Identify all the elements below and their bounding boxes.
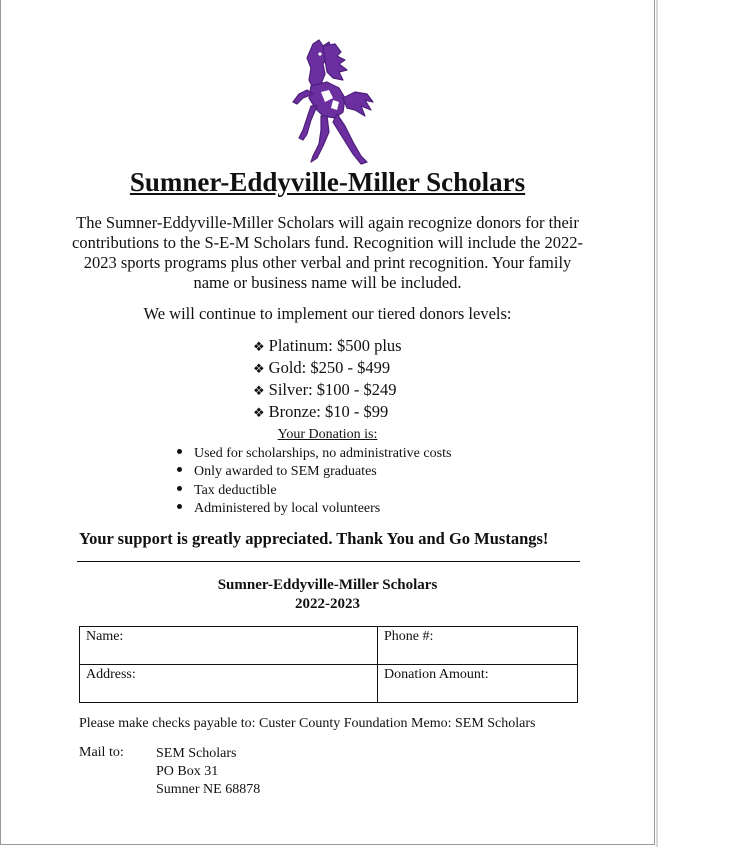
name-field[interactable] <box>80 627 378 665</box>
tier-item <box>253 380 402 402</box>
benefit-text: Administered by local volunteers <box>194 500 381 516</box>
mailing-address <box>156 745 260 799</box>
bullet-icon <box>177 449 182 454</box>
address-line: SEM Scholars <box>156 746 237 761</box>
benefit-text: Used for scholarships, no administrative costs <box>194 446 452 461</box>
tier-label: Gold: $250 - $499 <box>268 358 391 377</box>
tier-label: Platinum: $500 plus <box>268 336 402 355</box>
benefit-text: Tax deductible <box>194 482 277 498</box>
diamond-bullet-icon: ❖ <box>253 406 265 421</box>
tier-label: Bronze: $10 - $99 <box>268 402 389 421</box>
form-year: 2022-2023 <box>295 596 360 612</box>
payable-instructions: Please make checks payable to: Custer County Foundation Memo: SEM Scholars <box>79 716 536 731</box>
list-item <box>177 482 451 500</box>
list-item <box>177 463 451 481</box>
tier-item <box>253 336 402 358</box>
phone-label: Phone #: <box>384 629 434 644</box>
form-title <box>0 576 655 614</box>
thank-you-line: Your support is greatly appreciated. Thank You and Go Mustangs! <box>79 529 549 548</box>
bullet-icon <box>177 467 182 472</box>
benefit-text: Only awarded to SEM graduates <box>194 464 377 480</box>
page-edge <box>656 0 658 847</box>
donation-heading: Your Donation is: <box>277 427 378 442</box>
bullet-icon <box>177 486 182 491</box>
tier-item <box>253 358 402 380</box>
bullet-icon <box>177 504 182 509</box>
mustang-horse-icon <box>283 38 375 166</box>
list-item <box>177 500 451 518</box>
name-label: Name: <box>86 629 124 644</box>
diamond-bullet-icon: ❖ <box>253 340 265 355</box>
address-line: PO Box 31 <box>156 764 219 779</box>
tier-intro: We will continue to implement our tiered donors levels: <box>143 304 512 323</box>
diamond-bullet-icon: ❖ <box>253 362 265 377</box>
mail-label: Mail to: <box>79 745 124 760</box>
diamond-bullet-icon: ❖ <box>253 384 265 399</box>
address-field[interactable] <box>80 665 378 703</box>
donation-amount-field[interactable] <box>378 665 578 703</box>
form-org-name: Sumner-Eddyville-Miller Scholars <box>217 577 438 593</box>
donation-amount-label: Donation Amount: <box>384 667 489 682</box>
divider <box>77 561 580 562</box>
tier-item <box>253 402 402 424</box>
phone-field[interactable] <box>378 627 578 665</box>
list-item <box>177 445 451 463</box>
intro-paragraph: The Sumner-Eddyville-Miller Scholars will again recognize donors for their contributions to the S-E-M Scholars fund. Recognition will include the 2022-2023 sports programs plus other verbal and print recognition. Your family name or business name will be included. <box>72 213 583 292</box>
address-line: Sumner NE 68878 <box>156 782 261 797</box>
benefit-list <box>177 445 451 518</box>
page-title: Sumner-Eddyville-Miller Scholars <box>129 167 526 197</box>
address-label: Address: <box>86 667 136 682</box>
tier-label: Silver: $100 - $249 <box>268 380 397 399</box>
tier-list <box>253 336 402 424</box>
donor-form <box>79 626 578 703</box>
